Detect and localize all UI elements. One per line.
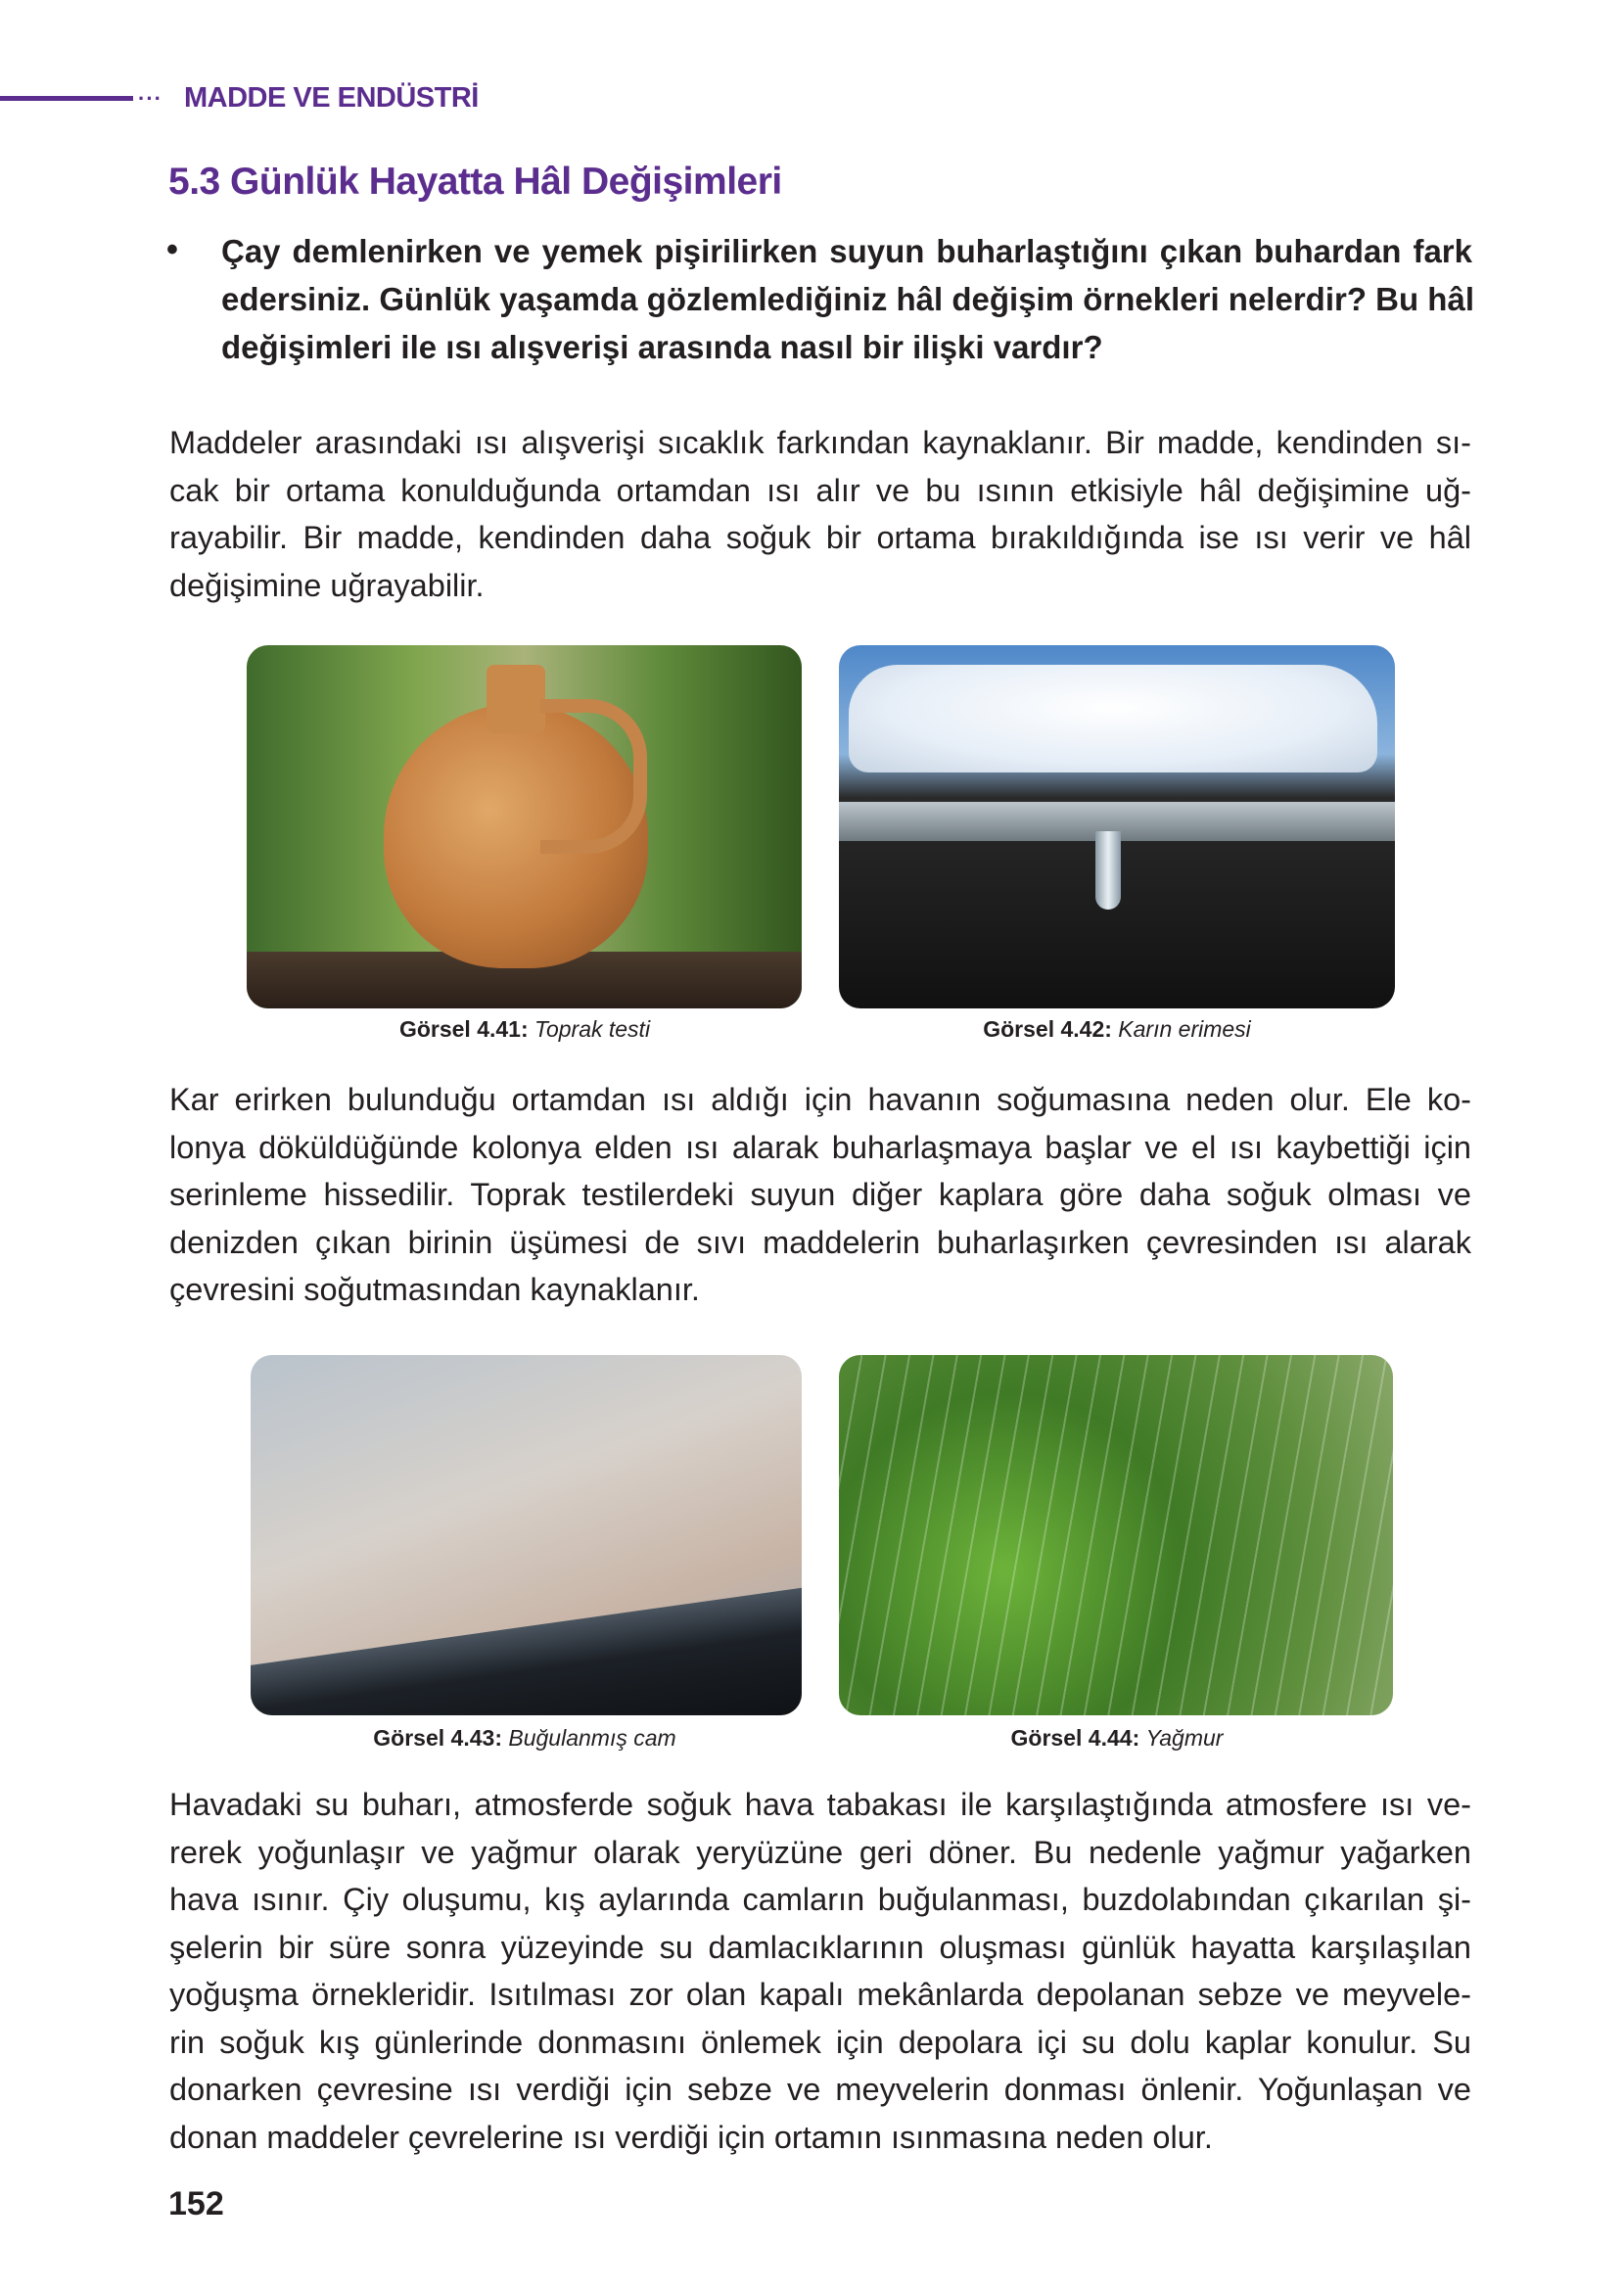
text-line: serinleme hissedilir. Toprak testilerdeki suyun diğer kaplara göre daha soğuk olması ve [169, 1177, 1471, 1212]
page-number: 152 [168, 2185, 224, 2222]
text-line: donan maddeler çevrelerine ısı verdiği için ortamın ısınmasına neden olur. [169, 2119, 1213, 2155]
text-line: rerek yoğunlaşır ve yağmur olarak yeryüzüne geri döner. Bu nedenle yağmur yağarken [169, 1834, 1471, 1870]
figure-caption: Görsel 4.41: Toprak testi [398, 1016, 651, 1042]
text-line: şelerin bir süre sonra yüzeyinde su damlacıklarının oluşması günlük hayatta karşılaşılan [169, 1929, 1471, 1965]
paragraph-3 [169, 1781, 1471, 2161]
text-line: denizden çıkan birinin üşümesi de sıvı maddelerin buharlaşırken çevresinden ısı alarak [169, 1224, 1471, 1260]
figure-melting-snow-image [839, 645, 1395, 1008]
text-line: lonya döküldüğünde kolonya elden ısı alarak buharlaşmaya başlar ve el ısı kaybettiği için [169, 1129, 1471, 1165]
text-line: değişimleri ile ısı alışverişi arasında nasıl bir ilişki vardır? [221, 329, 1103, 365]
text-line: rin soğuk kış günlerinde donmasını önlemek için depolara içi su dolu kaplar konulur. Su [169, 2024, 1471, 2060]
text-line: rayabilir. Bir madde, kendinden daha soğuk bir ortama bırakıldığında ise ısı verir ve hâl [169, 520, 1471, 555]
text-line: çevresini soğutmasından kaynaklanır. [169, 1272, 700, 1307]
text-line: hava ısınır. Çiy oluşumu, kış aylarında camların buğulanması, buzdolabından çıkarılan şi- [169, 1882, 1471, 1917]
question-text [221, 227, 1472, 371]
text-line: Kar erirken bulunduğu ortamdan ısı aldığı için havanın soğumasına neden olur. Ele ko- [169, 1082, 1471, 1117]
text-line: edersiniz. Günlük yaşamda gözlemlediğiniz hâl değişim örnekleri nelerdir? Bu hâl [221, 281, 1474, 317]
figure-fogged-glass-image [251, 1355, 802, 1715]
figure-caption: Görsel 4.42: Karın erimesi [983, 1016, 1251, 1042]
figure-caption: Görsel 4.44: Yağmur [1010, 1725, 1224, 1751]
text-line: Havadaki su buharı, atmosferde soğuk hava tabakası ile karşılaştığında atmosfere ısı ve- [169, 1787, 1471, 1822]
text-line: yoğuşma örnekleridir. Isıtılması zor olan kapalı mekânlarda depolanan sebze ve meyvele- [169, 1977, 1471, 2012]
text-line: donarken çevresine ısı verdiği için sebze ve meyvelerin donması önlenir. Yoğunlaşan ve [169, 2072, 1471, 2107]
paragraph-2 [169, 1076, 1471, 1314]
figure-clay-jug-image [247, 645, 802, 1008]
text-line: cak bir ortama konulduğunda ortamdan ısı alır ve bu ısının etkisiyle hâl değişimine uğ- [169, 472, 1471, 508]
bullet-marker: • [166, 231, 178, 268]
text-line: değişimine uğrayabilir. [169, 567, 485, 603]
figure-caption: Görsel 4.43: Buğulanmış cam [373, 1725, 676, 1751]
header-rule [0, 96, 133, 101]
text-line: Maddeler arasındaki ısı alışverişi sıcaklık farkından kaynaklanır. Bir madde, kendinden sı- [169, 425, 1471, 460]
section-header: MADDE VE ENDÜSTRİ [184, 82, 479, 114]
text-line: Çay demlenirken ve yemek pişirilirken suyun buharlaştığını çıkan buhardan fark [221, 233, 1472, 269]
page-title: 5.3 Günlük Hayatta Hâl Değişimleri [168, 161, 782, 203]
figure-rain-image [839, 1355, 1393, 1715]
header-dots: ··· [138, 86, 162, 111]
paragraph-1 [169, 419, 1471, 609]
